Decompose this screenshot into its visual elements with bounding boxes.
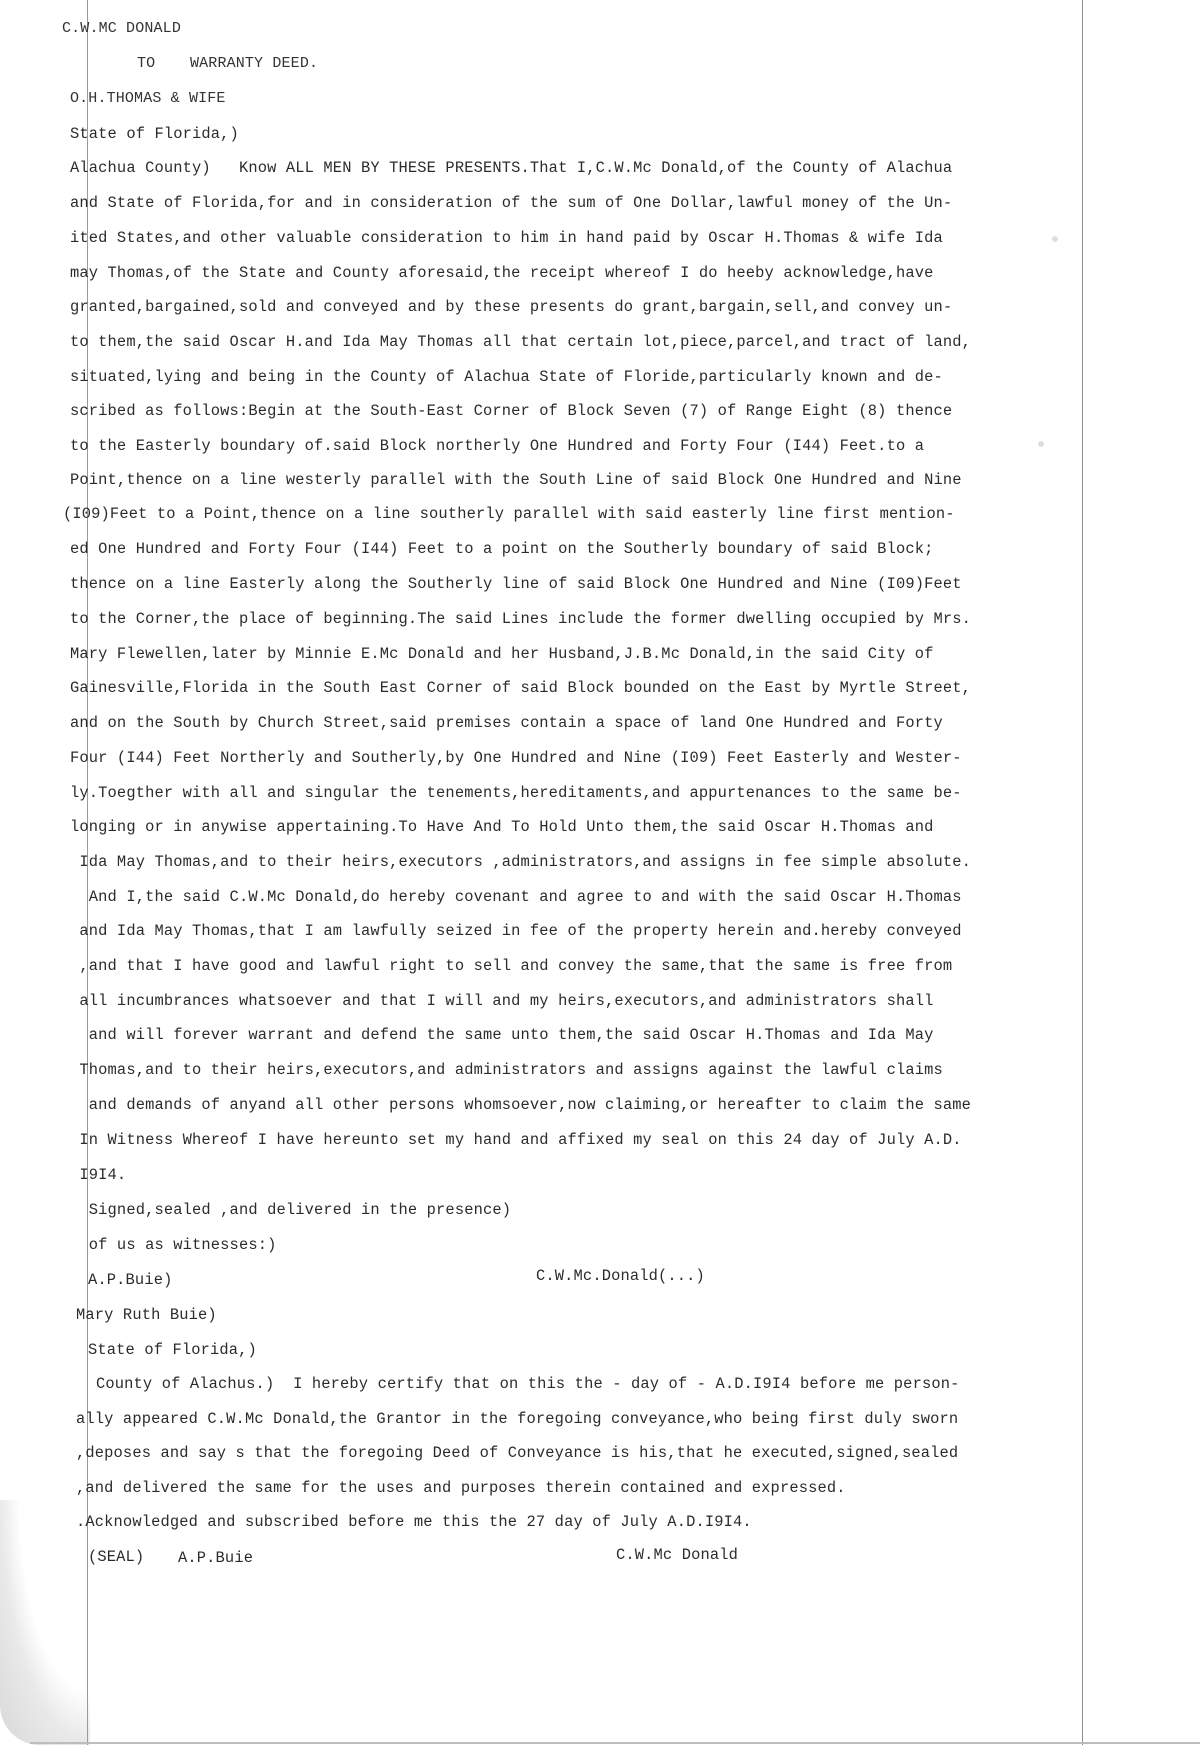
ack-line: ally appeared C.W.Mc Donald,the Grantor in the foregoing conveyance,who being first duly sworn (76, 1410, 959, 1428)
body-line: and demands of anyand all other persons whomsoever,now claiming,or hereafter to claim the same (70, 1096, 972, 1114)
ack-line: ,and delivered the same for the uses and purposes therein contained and expressed. (76, 1479, 846, 1497)
grantee-name: O.H.THOMAS & WIFE (70, 90, 226, 107)
body-line: and will forever warrant and defend the same unto them,the said Oscar H.Thomas and Ida May (70, 1026, 934, 1044)
body-line: ited States,and other valuable consideration to him in hand paid by Oscar H.Thomas & wife Ida (70, 229, 943, 247)
grantor-signature: C.W.Mc.Donald(...) (536, 1267, 705, 1285)
body-line: ly.Toegther with all and singular the tenements,hereditaments,and appurtenances to the same be- (70, 784, 962, 802)
right-margin-rule (1082, 0, 1083, 1745)
body-line: longing or in anywise appertaining.To Have And To Hold Unto them,the said Oscar H.Thomas and (70, 818, 934, 836)
body-line: to the Easterly boundary of.said Block northerly One Hundred and Forty Four (I44) Feet.to a (70, 437, 925, 455)
body-line: In Witness Whereof I have hereunto set my hand and affixed my seal on this 24 day of July A.D. (70, 1131, 962, 1149)
ack-line: ,deposes and say s that the foregoing Deed of Conveyance is his,that he executed,signed,sealed (76, 1444, 959, 1462)
body-line: Thomas,and to their heirs,executors,and administrators and assigns against the lawful claims (70, 1061, 943, 1079)
body-line: may Thomas,of the State and County aforesaid,the receipt whereof I do heeby acknowledge,have (70, 264, 934, 282)
document-type: WARRANTY DEED. (190, 55, 319, 72)
body-line: And I,the said C.W.Mc Donald,do hereby covenant and agree to and with the said Oscar H.Thomas (70, 888, 962, 906)
body-line: Alachua County) Know ALL MEN BY THESE PRESENTS.That I,C.W.Mc Donald,of the County of Alachua (70, 159, 953, 177)
body-line: Ida May Thomas,and to their heirs,executors ,administrators,and assigns in fee simple absolute. (70, 853, 972, 871)
body-line: situated,lying and being in the County of Alachua State of Floride,particularly known and de- (70, 368, 943, 386)
page-curl-shadow (0, 1500, 90, 1745)
ack-line: State of Florida,) (88, 1341, 257, 1359)
ack-line: .Acknowledged and subscribed before me this the 27 day of July A.D.I9I4. (76, 1513, 752, 1531)
body-line: and Ida May Thomas,that I am lawfully seized in fee of the property herein and.hereby conveyed (70, 922, 962, 940)
body-line: Point,thence on a line westerly parallel with the South Line of said Block One Hundred and Nine (70, 471, 962, 489)
body-line: ed One Hundred and Forty Four (I44) Feet to a point on the Southerly boundary of said Block; (70, 540, 934, 558)
page-bottom-edge (30, 1742, 1200, 1744)
body-line: and State of Florida,for and in consideration of the sum of One Dollar,lawful money of the Un- (70, 194, 953, 212)
seal-label: (SEAL) (88, 1548, 145, 1566)
scan-speck (1052, 236, 1058, 242)
body-line: scribed as follows:Begin at the South-East Corner of Block Seven (7) of Range Eight (8) thence (70, 402, 953, 420)
to-label: TO (137, 55, 156, 72)
body-line: Four (I44) Feet Northerly and Southerly,by One Hundred and Nine (I09) Feet Easterly and Wester- (70, 749, 962, 767)
witness-signature-2: Mary Ruth Buie) (76, 1306, 217, 1324)
body-line: Gainesville,Florida in the South East Corner of said Block bounded on the East by Myrtle Street, (70, 679, 972, 697)
body-line: (I09)Feet to a Point,thence on a line southerly parallel with said easterly line first mention- (63, 505, 955, 523)
body-line: to them,the said Oscar H.and Ida May Thomas all that certain lot,piece,parcel,and tract of land, (70, 333, 972, 351)
notary-signature: A.P.Buie (178, 1549, 254, 1567)
body-line: Mary Flewellen,later by Minnie E.Mc Donald and her Husband,J.B.Mc Donald,in the said City of (70, 645, 934, 663)
scan-speck (1038, 441, 1044, 447)
attestation-line: Signed,sealed ,and delivered in the presence) (70, 1201, 512, 1219)
body-line: State of Florida,) (70, 125, 239, 143)
final-grantor-signature: C.W.Mc Donald (616, 1546, 739, 1564)
ack-line: County of Alachus.) I hereby certify that on this the - day of - A.D.I9I4 before me person- (96, 1375, 960, 1393)
body-line: granted,bargained,sold and conveyed and by these presents do grant,bargain,sell,and convey un- (70, 298, 953, 316)
witness-signature-1: A.P.Buie) (88, 1271, 173, 1289)
body-line: ,and that I have good and lawful right to sell and convey the same,that the same is free from (70, 957, 953, 975)
body-line: to the Corner,the place of beginning.The said Lines include the former dwelling occupied by Mrs. (70, 610, 972, 628)
body-line: all incumbrances whatsoever and that I will and my heirs,executors,and administrators shall (70, 992, 934, 1010)
body-line: and on the South by Church Street,said premises contain a space of land One Hundred and Forty (70, 714, 943, 732)
attestation-line: of us as witnesses:) (70, 1236, 277, 1254)
body-line: thence on a line Easterly along the Southerly line of said Block One Hundred and Nine (I09)Feet (70, 575, 962, 593)
body-line: I9I4. (70, 1166, 127, 1184)
grantor-name: C.W.MC DONALD (62, 20, 181, 37)
